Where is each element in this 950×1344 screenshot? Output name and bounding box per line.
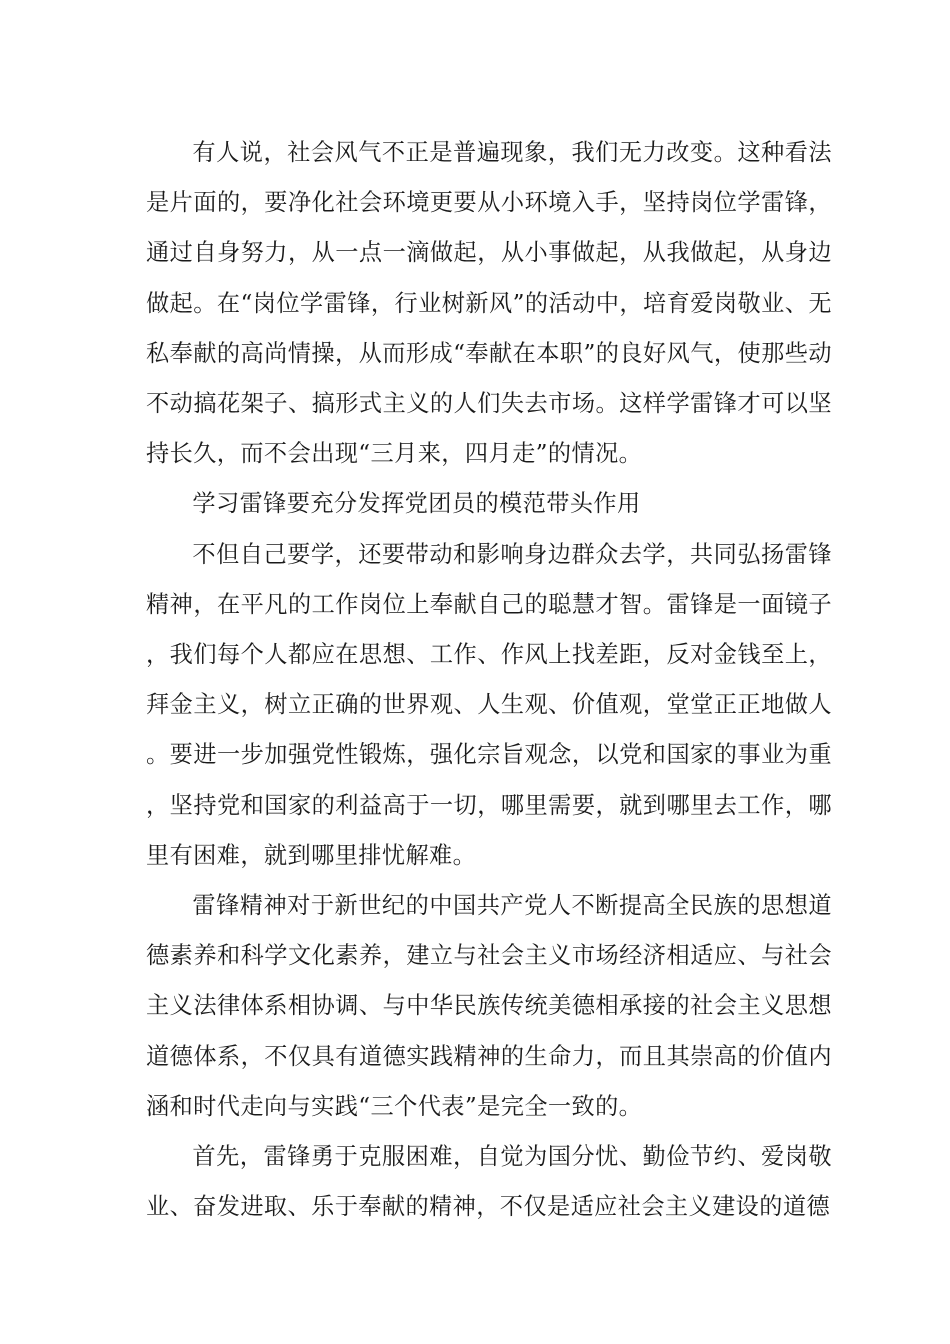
paragraph-1: 有人说，社会风气不正是普遍现象，我们无力改变。这种看法是片面的，要净化社会环境更要从小环境入手，坚持岗位学雷锋，通过自身努力，从一点一滴做起，从小事做起，从我做起，从身边做起。在“岗位学雷锋，行业树新风”的活动中，培育爱岗敬业、无私奉献的高尚情操，从而形成“奉献在本职”的良好风气，使那些动不动搞花架子、搞形式主义的人们失去市场。这样学雷锋才可以坚持长久，而不会出现“三月来，四月走”的情况。 (146, 139, 832, 468)
document-body (146, 128, 832, 1232)
paragraph-5: 首先，雷锋勇于克服困难，自觉为国分忧、勤俭节约、爱岗敬业、奋发进取、乐于奉献的精神，不仅是适应社会主义建设的道德 (146, 1143, 832, 1221)
paragraph-4: 雷锋精神对于新世纪的中国共产党人不断提高全民族的思想道德素养和科学文化素养，建立与社会主义市场经济相适应、与社会主义法律体系相协调、与中华民族传统美德相承接的社会主义思想道德体系，不仅具有道德实践精神的生命力，而且其崇高的价值内涵和时代走向与实践“三个代表”是完全一致的。 (146, 892, 832, 1120)
paragraph-2-heading: 学习雷锋要充分发挥党团员的模范带头作用 (192, 490, 641, 518)
paragraph-3: 不但自己要学，还要带动和影响身边群众去学，共同弘扬雷锋精神，在平凡的工作岗位上奉献自己的聪慧才智。雷锋是一面镜子，我们每个人都应在思想、工作、作风上找差距，反对金钱至上，拜金主义，树立正确的世界观、人生观、价值观，堂堂正正地做人。要进一步加强党性锻炼，强化宗旨观念，以党和国家的事业为重，坚持党和国家的利益高于一切，哪里需要，就到哪里去工作，哪里有困难，就到哪里排忧解难。 (146, 540, 832, 869)
